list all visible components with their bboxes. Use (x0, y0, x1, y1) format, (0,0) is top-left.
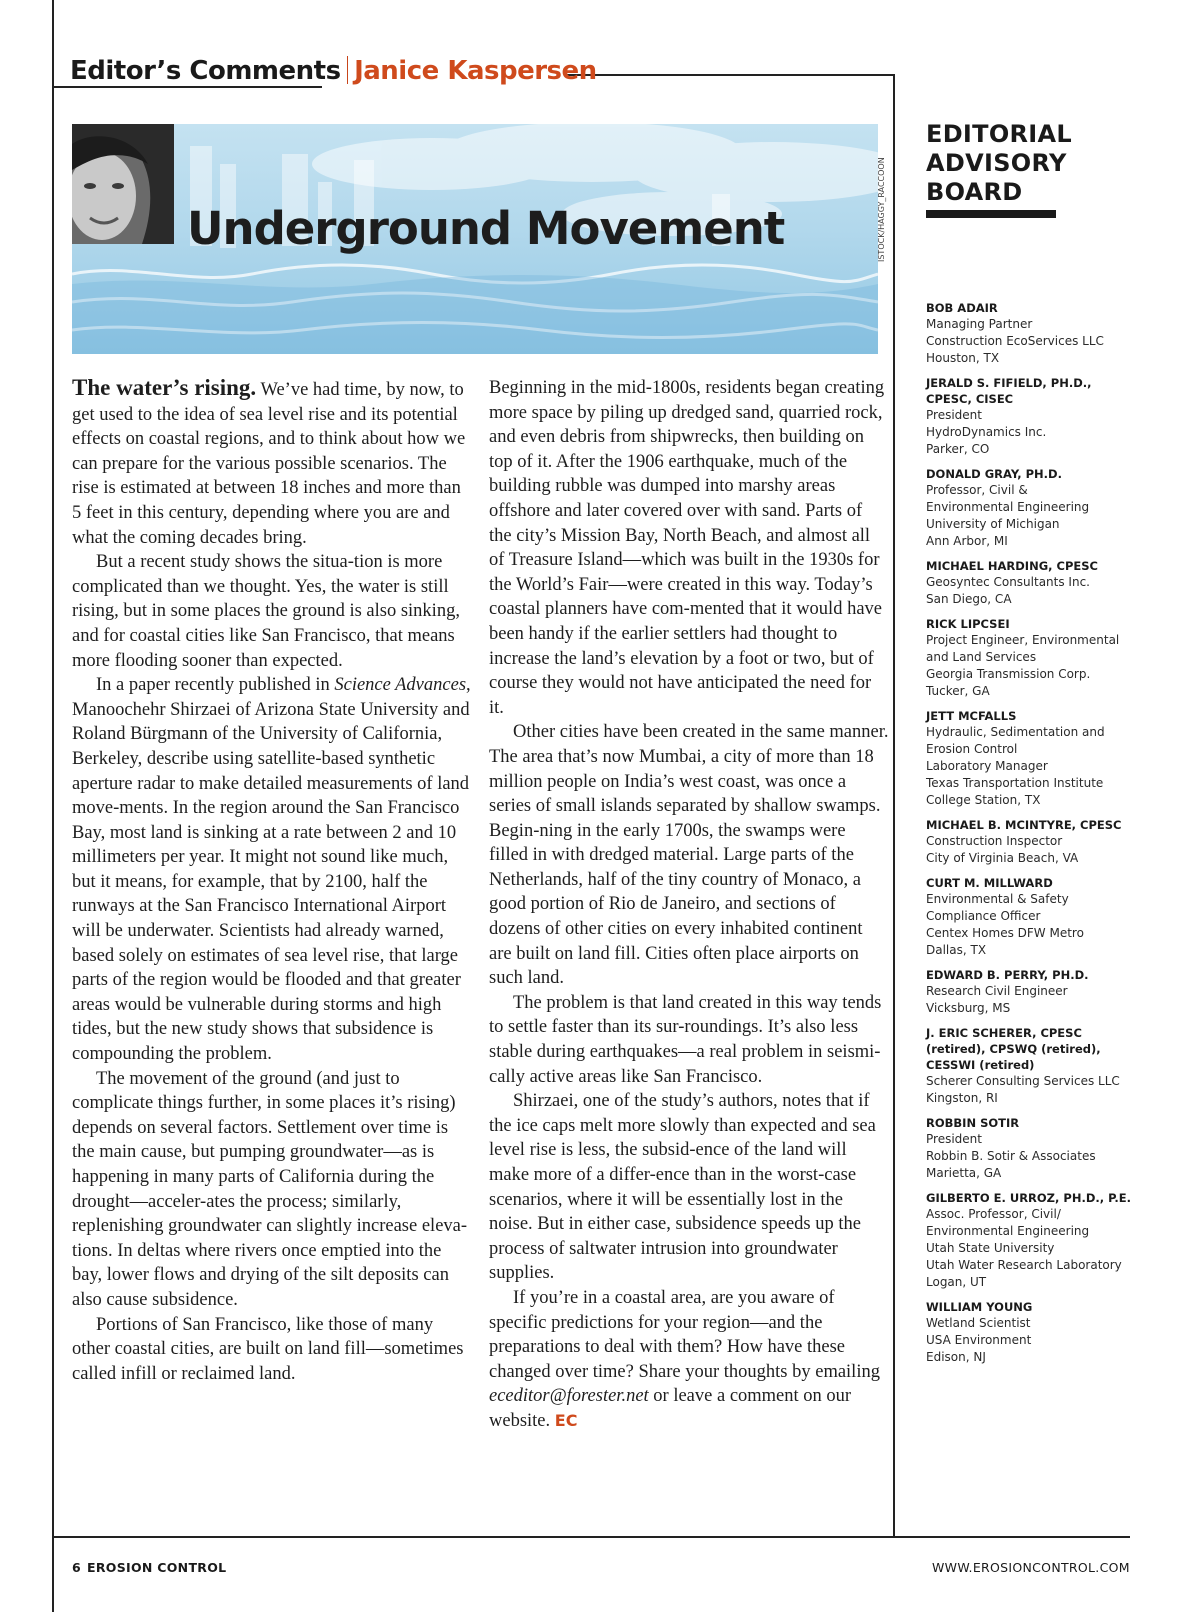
column-divider-rule (893, 74, 895, 1536)
member-detail: Tucker, GA (926, 684, 990, 698)
heading-separator (347, 56, 349, 84)
member-name: ROBBIN SOTIR (926, 1116, 1020, 1130)
member-detail: Kingston, RI (926, 1091, 998, 1105)
board-title: EDITORIAL ADVISORY BOARD (926, 120, 1072, 206)
member-detail: Erosion Control (926, 742, 1018, 756)
member-detail: Compliance Officer (926, 909, 1041, 923)
member-detail: Assoc. Professor, Civil/ (926, 1207, 1061, 1221)
member-name: JETT MCFALLS (926, 709, 1017, 723)
member-name: JERALD S. FIFIELD, PH.D., (926, 376, 1092, 390)
board-member (926, 300, 1136, 367)
author-portrait (72, 124, 174, 244)
paragraph-6: Beginning in the mid-1800s, residents began creating more space by piling up dredged sand, quarried rock, and even debris from shipwrecks, then building on top of it. After the 1906 earthquake, much of the building rubble was dumped into marshy areas offshore and later covered over with sand. Parts of the city’s Mission Bay, North Beach, and almost all of Treasure Island—which was built in the 1930s for the World’s Fair—were created in this way. Today’s coastal planners have com-mented that it would have been handy if the earlier settlers had thought to increase the land’s elevation by a foot or two, but of course they would not have anticipated the need for it. (489, 378, 885, 718)
end-mark: EC (554, 1410, 578, 1430)
member-name: BOB ADAIR (926, 301, 998, 315)
member-detail: Laboratory Manager (926, 759, 1048, 773)
member-name: (retired), CPSWQ (retired), (926, 1042, 1101, 1056)
member-detail: Managing Partner (926, 317, 1033, 331)
paragraph-3: In a paper recently published in Science Advances, Manoochehr Shirzaei of Arizona State University and Roland Bürgmann of the University of California, Berkeley, describe using satellite-based synthetic aperture radar to make detailed measurements of land move-ments. In the region around the San Francisco Bay, most land is sinking at a rate between 2 and 10 millimeters per year. It might not sound like much, but it means, for example, that by 2100, half the runways at the San Francisco International Airport will be underwater. Scientists had already warned, based solely on estimates of sea level rise, that large parts of the region would be flooded and that greater areas would be vulnerable during storms and high tides, but the new study shows that subsidence is compounding the problem. (72, 675, 471, 1065)
member-detail: Centex Homes DFW Metro (926, 926, 1084, 940)
member-name: MICHAEL HARDING, CPESC (926, 559, 1098, 573)
member-detail: Edison, NJ (926, 1350, 986, 1364)
member-name: J. ERIC SCHERER, CPESC (926, 1026, 1082, 1040)
article-column-1 (72, 376, 472, 1386)
photo-credit: ISTOCK/HAGGY_RACCOON (877, 157, 886, 262)
member-detail: Utah State University (926, 1241, 1055, 1255)
publication-name: EROSION CONTROL (87, 1560, 227, 1575)
member-name: CESSWI (retired) (926, 1058, 1035, 1072)
board-member (926, 708, 1136, 809)
member-detail: Utah Water Research Laboratory (926, 1258, 1122, 1272)
editor-email-link[interactable]: eceditor@forester.net (489, 1386, 649, 1407)
paragraph-4: The movement of the ground (and just to complicate things further, in some places it’s rising) depends on several factors. Settlement over time is the main cause, but pumping groundwater—as is happening in many parts of California during the drought—acceler-ates the process; similarly, replenishing groundwater can slightly increase eleva-tions. In deltas where rivers once emptied into the bay, lower flows and drying of the silt deposits can also cause subsidence. (72, 1068, 468, 1310)
board-member (926, 1025, 1136, 1107)
member-detail: USA Environment (926, 1333, 1032, 1347)
member-name: WILLIAM YOUNG (926, 1300, 1033, 1314)
member-name: RICK LIPCSEI (926, 617, 1010, 631)
paragraph-2: But a recent study shows the situa-tion is more complicated than we thought. Yes, the water is still rising, but in some places the ground is also sinking, and for coastal cities like San Francisco, that means more flooding sooner than expected. (72, 552, 460, 671)
member-detail: Professor, Civil & (926, 483, 1028, 497)
member-name: CURT M. MILLWARD (926, 876, 1053, 890)
board-member (926, 1299, 1136, 1366)
member-detail: Environmental Engineering (926, 500, 1090, 514)
member-detail: Environmental & Safety (926, 892, 1069, 906)
paragraph-8: The problem is that land created in this way tends to settle faster than its sur-roundings. It’s also less stable during earthquakes—a real problem in seismi-cally active areas like San Francisco. (489, 992, 882, 1087)
member-detail: Logan, UT (926, 1275, 987, 1289)
member-name: DONALD GRAY, PH.D. (926, 467, 1062, 481)
article-title: Underground Movement (187, 202, 785, 255)
footer-website[interactable]: WWW.EROSIONCONTROL.COM (932, 1560, 1130, 1575)
member-detail: Hydraulic, Sedimentation and (926, 725, 1105, 739)
section-heading (70, 56, 597, 86)
member-detail: Research Civil Engineer (926, 984, 1068, 998)
member-detail: Georgia Transmission Corp. (926, 667, 1091, 681)
member-name: GILBERTO E. URROZ, PH.D., P.E. (926, 1191, 1132, 1205)
member-detail: Robbin B. Sotir & Associates (926, 1149, 1096, 1163)
footer-folio (72, 1560, 226, 1575)
member-name: MICHAEL B. MCINTYRE, CPESC (926, 818, 1122, 832)
member-detail: President (926, 1132, 982, 1146)
board-member (926, 375, 1136, 458)
left-margin-rule (52, 0, 54, 1612)
board-member (926, 817, 1136, 867)
paragraph-5: Portions of San Francisco, like those of many other coastal cities, are built on land fill—sometimes called infill or reclaimed land. (72, 1314, 464, 1384)
member-detail: Marietta, GA (926, 1166, 1002, 1180)
member-detail: Construction Inspector (926, 834, 1063, 848)
board-member (926, 616, 1136, 700)
member-detail: Geosyntec Consultants Inc. (926, 575, 1090, 589)
journal-name: Science Advances (334, 675, 467, 696)
article-column-2 (489, 376, 889, 1434)
member-detail: President (926, 408, 982, 422)
board-member (926, 967, 1136, 1017)
member-detail: University of Michigan (926, 517, 1060, 531)
member-detail: Houston, TX (926, 351, 1000, 365)
paragraph-1: The water’s rising. We’ve had time, by now, to get used to the idea of sea level rise and its potential effects on coastal regions, and to think about how we can prepare for the various possible scenarios. The rise is estimated at between 18 inches and more than 5 feet in this century, depending where you are and what the coming decades bring. (72, 375, 466, 548)
member-detail: Parker, CO (926, 442, 990, 456)
header-underline (52, 86, 322, 88)
member-detail: Ann Arbor, MI (926, 534, 1008, 548)
paragraph-9: Shirzaei, one of the study’s authors, notes that if the ice caps melt more slowly than expected and sea level rise is less, the subsid-ence of the land will make more of a differ-ence than in the worst-case scenarios, where it will be essentially lost in the noise. But in either case, subsidence speeds up the process of saltwater intrusion into groundwater supplies. (489, 1091, 876, 1284)
article-banner (72, 124, 878, 354)
member-detail: Vicksburg, MS (926, 1001, 1011, 1015)
member-detail: HydroDynamics Inc. (926, 425, 1047, 439)
paragraph-7: Other cities have been created in the same manner. The area that’s now Mumbai, a city of more than 18 million people on India’s west coast, was once a series of small islands separated by shallow swamps. Begin-ning in the early 1700s, the swamps were filled in with dredged material. Large parts of the Netherlands, half of the tiny country of Monaco, a good portion of Rio de Janeiro, and sections of dozens of other cities on every inhabited continent are built on land fill. Cities often place airports on such land. (489, 722, 889, 989)
member-detail: Wetland Scientist (926, 1316, 1031, 1330)
member-detail: Scherer Consulting Services LLC (926, 1074, 1120, 1088)
member-detail: Project Engineer, Environmental (926, 633, 1120, 647)
member-detail: Texas Transportation Institute (926, 776, 1104, 790)
page-number: 6 (72, 1560, 81, 1575)
board-member-list (926, 300, 1136, 1374)
author-name: Janice Kaspersen (354, 56, 597, 86)
member-detail: Environmental Engineering (926, 1224, 1090, 1238)
member-detail: Dallas, TX (926, 943, 987, 957)
board-member (926, 558, 1136, 608)
footer-rule (52, 1536, 1130, 1538)
member-detail: City of Virginia Beach, VA (926, 851, 1079, 865)
header-rule (566, 74, 894, 76)
member-name: CPESC, CISEC (926, 392, 1014, 406)
lead-in: The water’s rising. (72, 375, 257, 400)
member-name: EDWARD B. PERRY, PH.D. (926, 968, 1089, 982)
paragraph-10: If you’re in a coastal area, are you aware of specific predictions for your region—and the preparations to deal with them? How have these changed over time? Share your thoughts by emailing eceditor@forester.net or leave a comment on our website. EC (489, 1287, 880, 1431)
board-member (926, 1115, 1136, 1182)
member-detail: Construction EcoServices LLC (926, 334, 1104, 348)
board-member (926, 466, 1136, 550)
board-member (926, 875, 1136, 959)
member-detail: College Station, TX (926, 793, 1041, 807)
member-detail: and Land Services (926, 650, 1037, 664)
board-member (926, 1190, 1136, 1291)
board-title-bar (926, 210, 1056, 218)
member-detail: San Diego, CA (926, 592, 1012, 606)
section-label: Editor’s Comments (70, 56, 341, 86)
